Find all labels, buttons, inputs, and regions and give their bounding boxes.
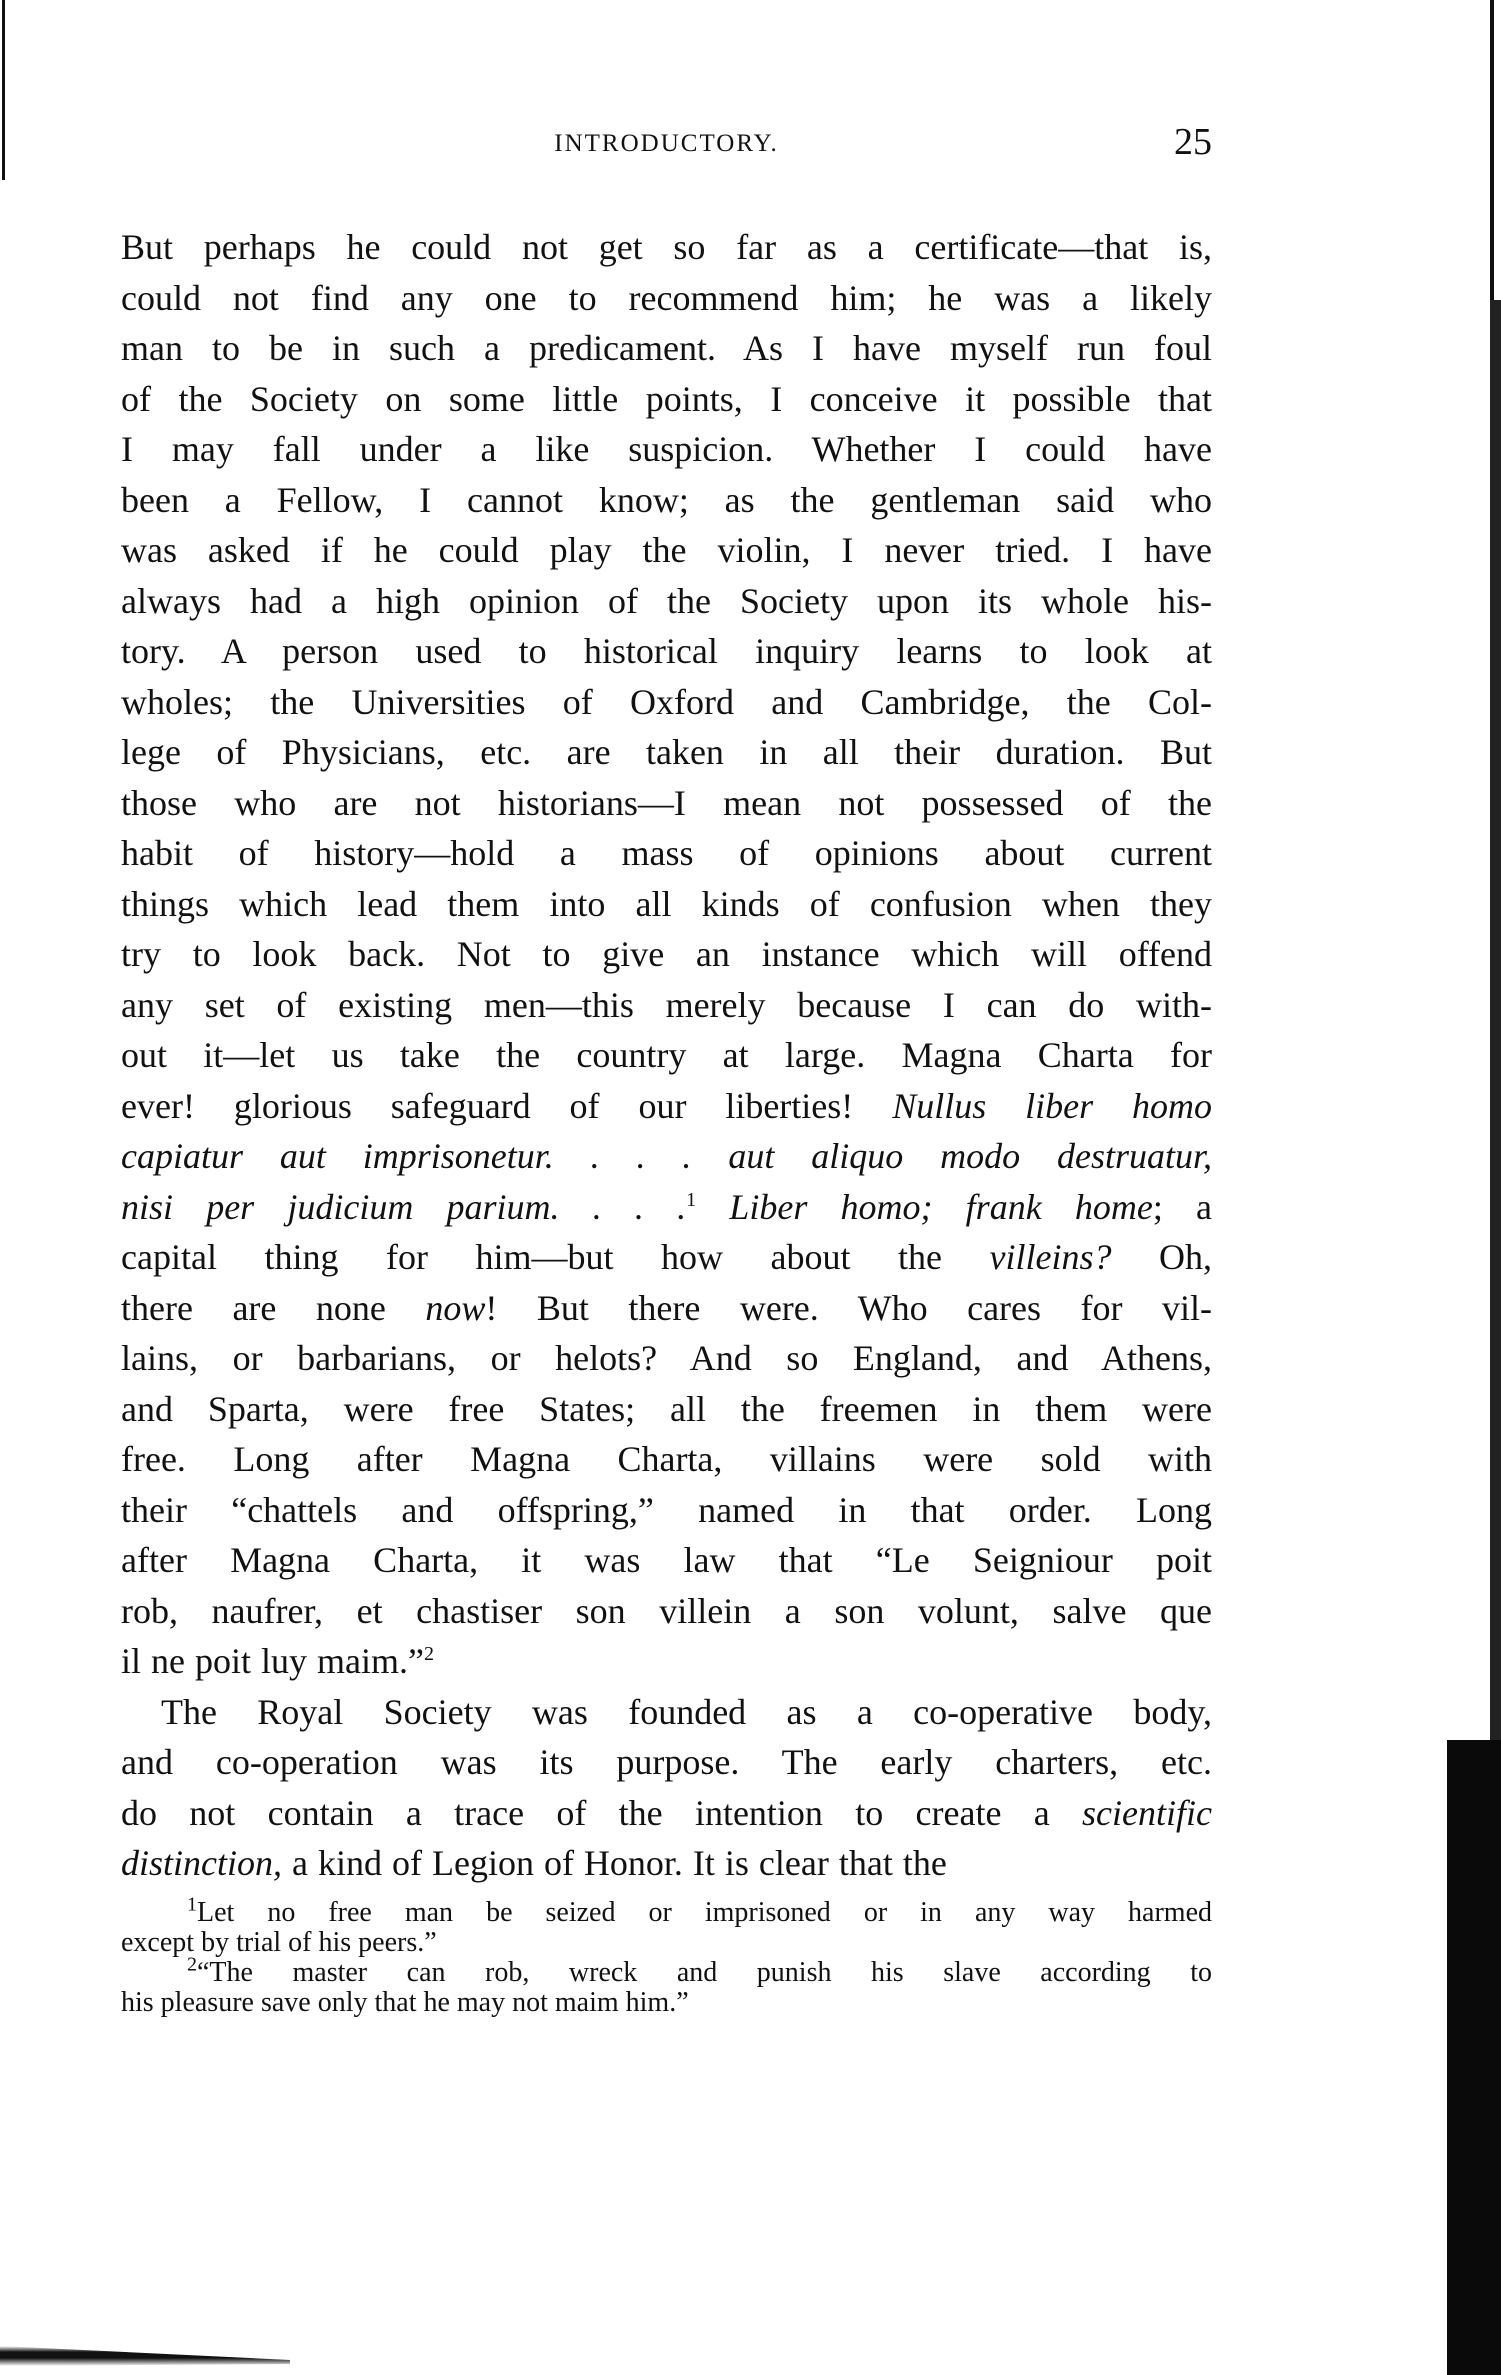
text-line xyxy=(121,828,1212,879)
text-segment: I may fall under a like suspicion. Whether I could have xyxy=(121,429,1212,469)
italic-text: scientific xyxy=(1082,1792,1212,1833)
text-segment: capital thing for him—but how about the xyxy=(121,1237,990,1277)
text-segment: ; a xyxy=(1152,1186,1213,1227)
scan-edge-bottom xyxy=(0,2346,290,2366)
footnote-line xyxy=(121,1928,1212,1958)
text-line xyxy=(121,1687,1212,1738)
italic-text: now xyxy=(425,1287,486,1328)
text-segment: of the Society on some little points, I conceive it possible that xyxy=(121,378,1212,419)
text-segment: do not contain a trace of the intention to create a xyxy=(121,1792,1083,1833)
text-segment: and Sparta, were free States; all the freemen in them were xyxy=(121,1388,1212,1429)
text-line xyxy=(121,1232,1212,1283)
italic-text: Nullus liber homo xyxy=(892,1085,1212,1126)
text-line xyxy=(121,727,1212,778)
text-line xyxy=(121,1384,1212,1435)
text-line xyxy=(121,879,1212,930)
text-segment: habit of history—hold a mass of opinions about current xyxy=(121,833,1212,873)
text-segment: “The master can rob, wreck and punish his slave according to xyxy=(197,1957,1212,1988)
text-line xyxy=(121,222,1212,273)
text-line xyxy=(121,1535,1212,1586)
scan-edge-right xyxy=(1447,1740,1501,2375)
text-segment: try to look back. Not to give an instance which will offend xyxy=(121,934,1212,974)
text-segment: free. Long after Magna Charta, villains were sold with xyxy=(121,1439,1212,1479)
text-segment: any set of existing men—this merely because I can do with- xyxy=(121,984,1212,1025)
text-segment: been a Fellow, I cannot know; as the gentleman said who xyxy=(121,479,1212,520)
text-segment: out it—let us take the country at large. Magna Charta for xyxy=(121,1035,1212,1075)
text-segment: and co-operation was its purpose. The early charters, etc. xyxy=(121,1742,1212,1782)
text-segment: lains, or barbarians, or helots? And so England, and Athens, xyxy=(121,1338,1212,1378)
text-line xyxy=(121,1081,1212,1132)
text-segment: man to be in such a predicament. As I have myself run foul xyxy=(121,328,1212,368)
italic-text: capiatur aut imprisonetur. . . . aut aliquo modo destruatur, xyxy=(121,1136,1212,1176)
footnote-marker: 1 xyxy=(686,1188,697,1211)
page-header xyxy=(121,120,1212,170)
text-line xyxy=(121,323,1212,374)
text-line xyxy=(121,1182,1212,1233)
italic-text: nisi per judicium parium. . . . xyxy=(121,1186,687,1227)
text-line xyxy=(121,374,1212,425)
body-text xyxy=(121,222,1212,1889)
text-line xyxy=(121,424,1212,475)
text-line xyxy=(121,929,1212,980)
text-line xyxy=(121,525,1212,576)
text-line xyxy=(121,576,1212,627)
footnote-marker: 2 xyxy=(423,1643,434,1665)
text-line xyxy=(121,1333,1212,1384)
text-line xyxy=(121,1737,1212,1788)
text-line xyxy=(121,1788,1212,1839)
text-line xyxy=(121,1030,1212,1081)
text-segment: always had a high opinion of the Society upon its whole his- xyxy=(121,580,1212,621)
text-segment: Oh, xyxy=(1111,1237,1212,1277)
text-segment: a kind of Legion of Honor. It is clear that the xyxy=(282,1843,947,1883)
text-segment: was asked if he could play the violin, I never tried. I have xyxy=(121,530,1212,570)
text-segment: there are none xyxy=(121,1287,426,1328)
footnote-marker: 1 xyxy=(187,1893,197,1916)
footnotes xyxy=(121,1893,1212,2018)
text-segment: Let no free man be seized or imprisoned or in any way harmed xyxy=(197,1897,1212,1928)
scan-edge-right-thin xyxy=(1490,0,1494,300)
text-line xyxy=(121,475,1212,526)
text-segment: il ne poit luy maim.” xyxy=(121,1641,424,1681)
scan-edge-left xyxy=(2,0,5,180)
text-segment: things which lead them into all kinds of confusion when they xyxy=(121,883,1212,924)
text-segment: after Magna Charta, it was law that “Le Seigniour poit xyxy=(121,1540,1212,1580)
running-head: INTRODUCTORY. xyxy=(554,130,779,157)
text-line xyxy=(121,980,1212,1031)
text-segment: rob, naufrer, et chastiser son villein a son volunt, salve que xyxy=(121,1590,1212,1631)
text-segment: their “chattels and offspring,” named in that order. Long xyxy=(121,1489,1212,1530)
footnote-marker: 2 xyxy=(187,1953,197,1976)
text-line xyxy=(121,1131,1212,1182)
text-segment: except by trial of his peers.” xyxy=(121,1927,437,1958)
text-segment: his pleasure save only that he may not maim him.” xyxy=(121,1987,689,2018)
italic-text: distinction, xyxy=(121,1843,282,1883)
text-line xyxy=(121,1636,1212,1687)
text-line xyxy=(121,1586,1212,1637)
text-line xyxy=(121,778,1212,829)
italic-text: villeins? xyxy=(989,1237,1112,1277)
text-segment: ! But there were. Who cares for vil- xyxy=(485,1287,1213,1328)
text-segment: tory. A person used to historical inquiry learns to look at xyxy=(121,631,1212,671)
text-segment: could not find any one to recommend him; he was a likely xyxy=(121,277,1212,318)
italic-text: Liber homo; frank home xyxy=(696,1186,1153,1227)
text-line xyxy=(121,273,1212,324)
text-segment: The Royal Society was founded as a co-operative body, xyxy=(161,1691,1212,1732)
text-segment: wholes; the Universities of Oxford and Cambridge, the Col- xyxy=(121,681,1212,722)
text-line xyxy=(121,1283,1212,1334)
page-number: 25 xyxy=(1174,121,1212,163)
scan-edge-right-shadow xyxy=(1470,300,1501,1740)
text-segment: But perhaps he could not get so far as a certificate—that is, xyxy=(121,227,1212,267)
text-segment: lege of Physicians, etc. are taken in all their duration. But xyxy=(121,732,1212,772)
text-segment: those who are not historians—I mean not possessed of the xyxy=(121,782,1212,823)
text-segment: ever! glorious safeguard of our liberties! xyxy=(121,1085,893,1126)
footnote-line xyxy=(121,1953,1212,1988)
text-line xyxy=(121,1434,1212,1485)
footnote-line xyxy=(121,1893,1212,1928)
text-line xyxy=(121,677,1212,728)
text-line xyxy=(121,1485,1212,1536)
text-line xyxy=(121,1838,1212,1889)
footnote-line xyxy=(121,1988,1212,2018)
text-line xyxy=(121,626,1212,677)
